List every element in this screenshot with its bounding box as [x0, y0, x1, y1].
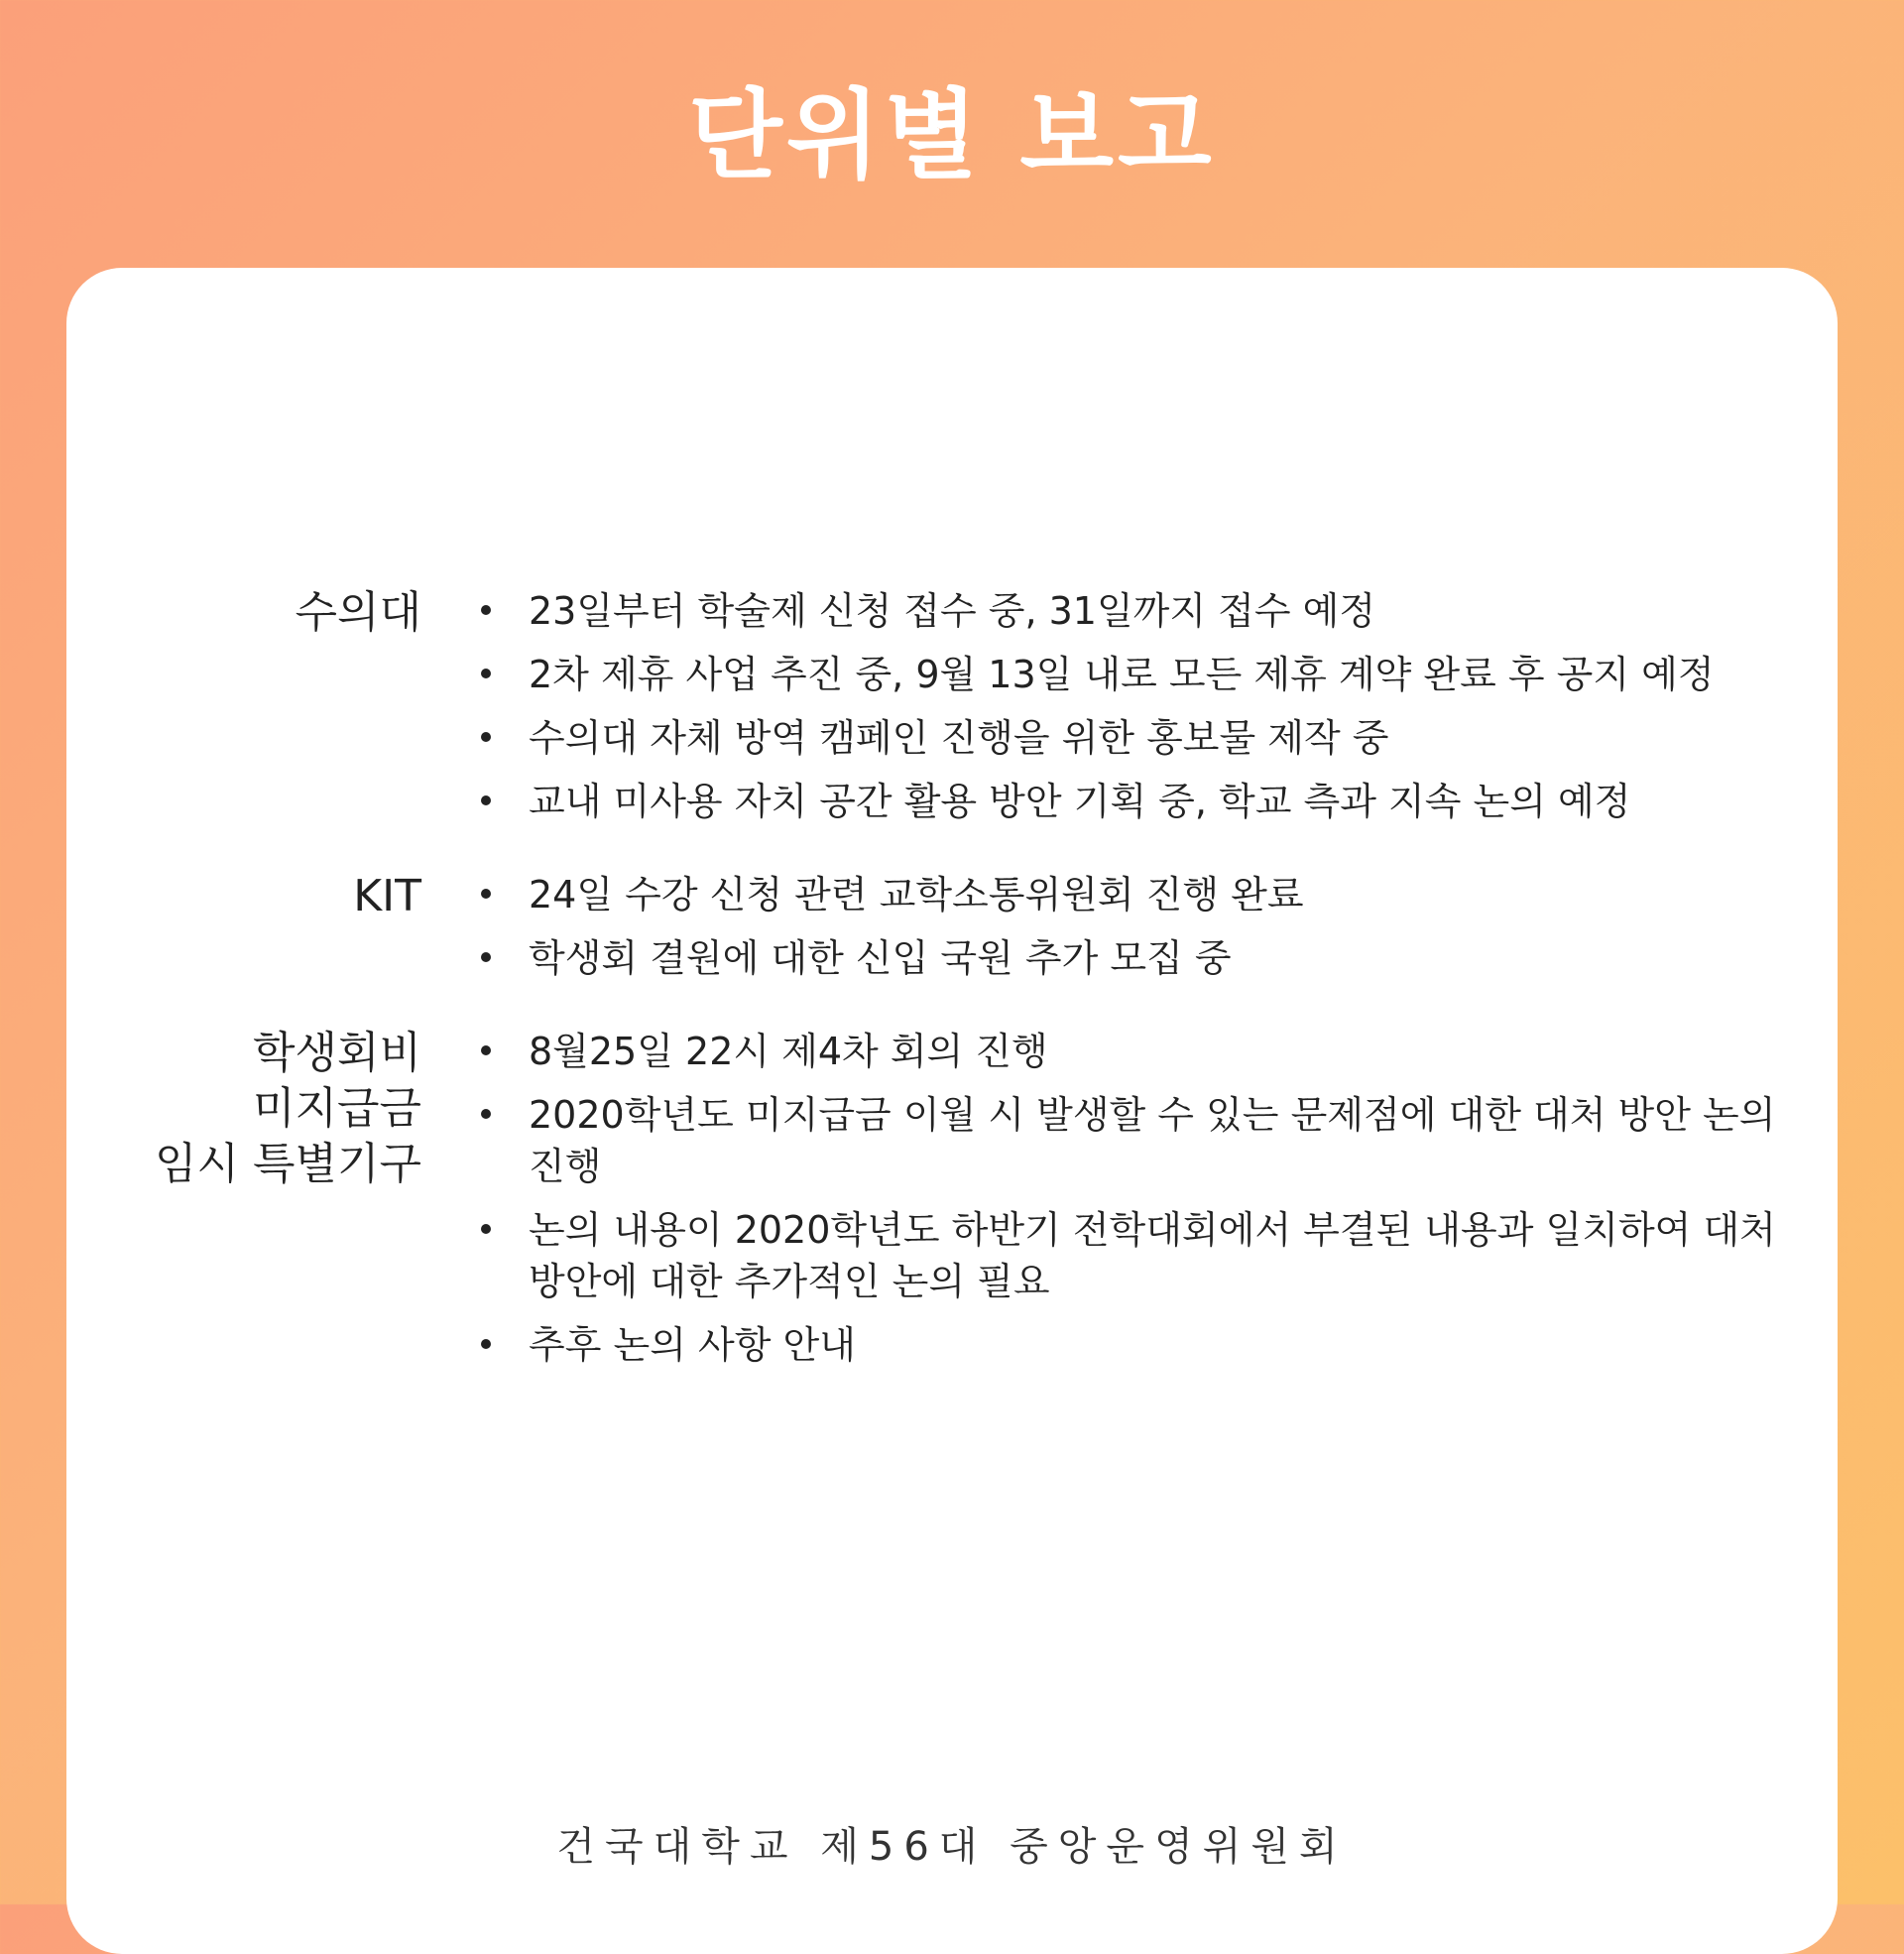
bullet-icon	[481, 1045, 491, 1055]
list-item	[471, 932, 1800, 984]
bullet-icon	[481, 952, 491, 962]
list-item-text: 2020학년도 미지급금 이월 시 발생할 수 있는 문제점에 대한 대처 방안 논의 진행	[529, 1093, 1776, 1188]
list-item	[471, 1319, 1800, 1371]
section-kit	[66, 869, 1838, 984]
list-item-text: 논의 내용이 2020학년도 하반기 전학대회에서 부결된 내용과 일치하여 대처 방안에 대한 추가적인 논의 필요	[529, 1208, 1776, 1303]
list-item-text: 2차 제휴 사업 추진 중, 9월 13일 내로 모든 제휴 계약 완료 후 공지 예정	[529, 653, 1715, 696]
list-item-text: 23일부터 학술제 신청 접수 중, 31일까지 접수 예정	[529, 589, 1376, 633]
list-item	[471, 585, 1800, 637]
list-item-text: 수의대 자체 방역 캠페인 진행을 위한 홍보물 제작 중	[529, 716, 1389, 760]
bullet-list	[471, 1026, 1800, 1371]
bullet-icon	[481, 732, 491, 742]
list-item-text: 학생회 결원에 대한 신입 국원 추가 모집 중	[529, 936, 1232, 980]
section-student-fee-committee	[66, 1026, 1838, 1371]
bullet-icon	[481, 1224, 491, 1234]
page-title: 단위별 보고	[688, 79, 1216, 192]
bullet-icon	[481, 889, 491, 899]
section-label: 수의대	[295, 587, 421, 638]
list-item-text: 8월25일 22시 제4차 회의 진행	[529, 1030, 1048, 1073]
list-item-text: 추후 논의 사항 안내	[529, 1323, 856, 1367]
list-item	[471, 869, 1800, 920]
report-card	[66, 268, 1838, 1954]
report-sections	[66, 585, 1838, 1412]
list-item-text: 교내 미사용 자치 공간 활용 방안 기획 중, 학교 측과 지속 논의 예정	[529, 780, 1631, 823]
list-item-text: 24일 수강 신청 관련 교학소통위원회 진행 완료	[529, 873, 1304, 916]
section-label: 학생회비 미지급금 임시 특별기구	[154, 1028, 421, 1189]
bullet-icon	[481, 795, 491, 805]
bullet-list	[471, 585, 1800, 827]
list-item	[471, 649, 1800, 700]
bullet-icon	[481, 1339, 491, 1349]
list-item	[471, 1089, 1800, 1192]
list-item	[471, 1026, 1800, 1077]
bullet-icon	[481, 605, 491, 615]
list-item	[471, 776, 1800, 827]
bullet-icon	[481, 669, 491, 678]
list-item	[471, 1204, 1800, 1307]
list-item	[471, 712, 1800, 764]
footer-organization: 건국대학교 제56대 중앙운영위원회	[556, 1824, 1348, 1870]
bullet-list	[471, 869, 1800, 984]
section-label: KIT	[353, 871, 421, 921]
bullet-icon	[481, 1109, 491, 1119]
section-vet-school	[66, 585, 1838, 827]
